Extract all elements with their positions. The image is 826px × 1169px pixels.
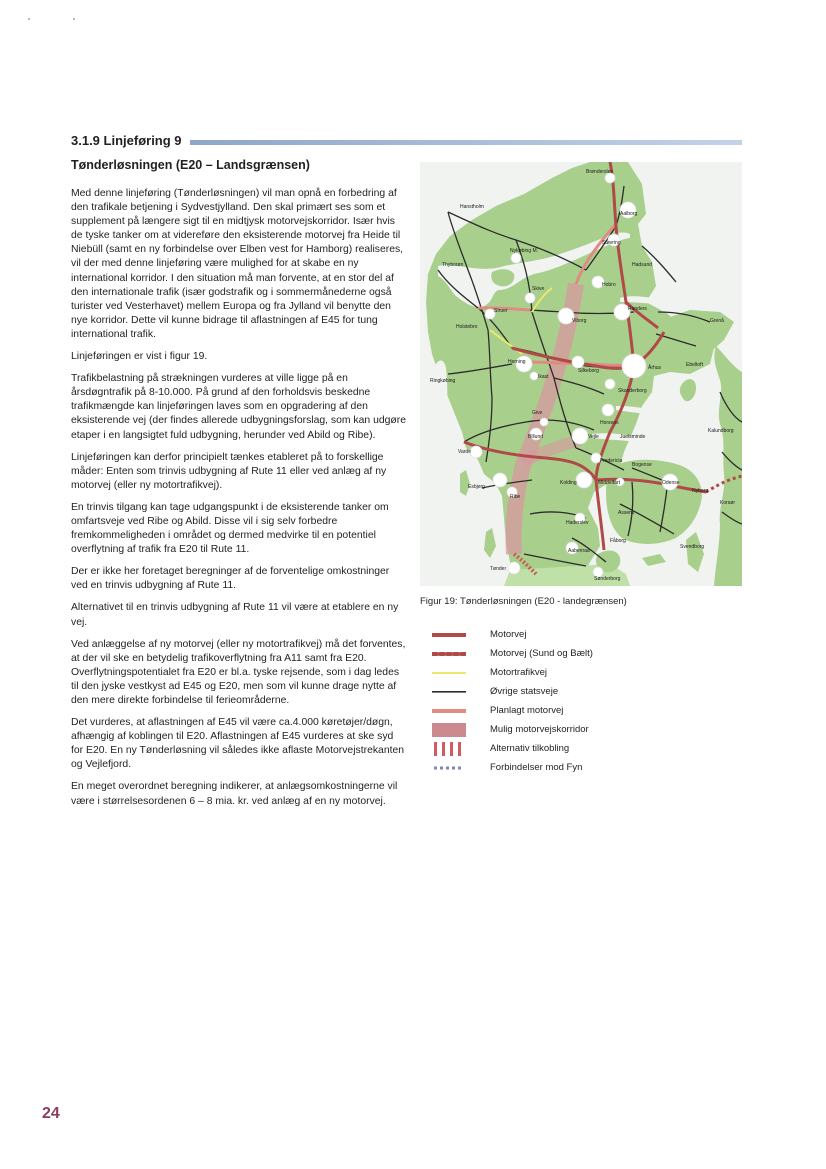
paragraph: Der er ikke her foretaget beregninger af de forventelige omkostninger ved en trinvis udbygning af Rute 11. (71, 566, 390, 592)
map-label: Esbjerg (468, 484, 485, 490)
map-label: Juelsminde (620, 434, 646, 440)
legend-label: Øvrige statsveje (490, 686, 559, 697)
map-label: Støvring (602, 240, 621, 246)
map-label: Nyborg (692, 488, 709, 494)
dotted-blue-line-icon (432, 761, 466, 775)
map-label: Aabenraa (568, 548, 590, 554)
paragraph: Linjeføringen kan derfor principielt tænkes etableret på to forskellige måder: Enten som trinvis udbygning af Rute 11 eller ved anlæg af ny motorvej (eller ny motortrafikvej). (71, 451, 387, 491)
map-label: Bogense (632, 462, 652, 468)
map-label: Brønderslev (586, 169, 613, 175)
map-label: Give (532, 410, 543, 416)
scan-speck (73, 18, 75, 20)
map-label: Thyborøn (442, 262, 464, 268)
map-label: Assens (618, 510, 635, 516)
body-text (71, 187, 407, 817)
legend-label: Planlagt motorvej (490, 705, 564, 716)
map-label: Fåborg (610, 538, 626, 544)
paragraph: Med denne linjeføring (Tønderløsningen) vil man opnå en forbedring af den trafikale betjening i Sydvestjylland. Den skal primært ses som et supplement på længere sigt til en midtjysk motorvejskorridor. Især hvis de tyske tanker om at videreføre den eksisterende motorvej fra Heide til Niebüll (samt en ny forbindelse over Elben vest for Hamborg) realiseres, vil der med denne linjeføring være mulighed for at skabe en ny international korridor. I den situation må man forvente, at en stor del af den internationale trafik (især godstrafik og i sommermånederne også turister ved Vesterhavet) mellem Europa og fra Jylland vil benytte den nye korridor. Dette vil kunne bidrage til aflastningen af E45 for tung international trafik. (71, 188, 404, 340)
legend-label: Motorvej (490, 629, 527, 640)
scan-speck (28, 18, 30, 20)
map-label: Billund (528, 434, 544, 440)
striped-connection-icon (432, 742, 466, 756)
map-label: Viborg (572, 318, 587, 324)
map-label: Odense (662, 480, 680, 486)
map-label: Randers (628, 306, 647, 312)
planned-motorway-line-icon (432, 704, 466, 718)
map-label: Korsør (720, 500, 735, 506)
legend-item (432, 758, 732, 777)
paragraph: Alternativet til en trinvis udbygning af Rute 11 vil være at etablere en ny vej. (71, 602, 399, 628)
paragraph: Linjeføringen er vist i figur 19. (71, 351, 208, 363)
heading-rule (190, 140, 742, 145)
legend-item (432, 701, 732, 720)
map-label: Ikast (538, 374, 549, 380)
map-label: Varde (458, 449, 471, 455)
map-label: Holstebro (456, 324, 478, 330)
legend-item (432, 720, 732, 739)
map-label: Svendborg (680, 544, 705, 550)
legend-label: Alternativ tilkobling (490, 743, 570, 754)
map-label: Struer (494, 308, 508, 314)
figure-caption: Figur 19: Tønderløsningen (E20 - landegrænsen) (420, 596, 627, 607)
paragraph: Ved anlæggelse af ny motorvej (eller ny motortrafikvej) må det forventes, at der vil ske en betydelig trafikoverflytning fra A11 samt fra E20. Overflytningspotentialet fra E20 er bl.a. tyske rejsende, som i dag ledes til den jyske vestkyst ad E45 og E20, men som vil kunne drage nytte af den mere direkte forbindelse til ferieområderne. (71, 638, 406, 706)
legend-item (432, 739, 732, 758)
map-label: Århus (648, 365, 662, 371)
section-heading: 3.1.9 Linjeføring 9 (71, 133, 182, 148)
legend-item (432, 625, 732, 644)
expressway-line-icon (432, 666, 466, 680)
paragraph: Det vurderes, at aflastningen af E45 vil være ca.4.000 køretøjer/døgn, afhængig af koblingen til E20. Aflastningen af E45 vurderes at ske syd for E20. En ny Tønderløsning vil således ikke aflaste Motorvejstrekanten og Vejlefjord. (71, 717, 405, 771)
map-label: Hobro (602, 282, 616, 288)
map-label: Grenå (710, 318, 724, 324)
map-label: Ringkøbing (430, 378, 456, 384)
legend-label: Motortrafikvej (490, 667, 548, 678)
map-label: Hanstholm (460, 204, 484, 210)
map-label: Kalundborg (708, 428, 734, 434)
motorway-line-icon (432, 628, 466, 642)
map-label: Tønder (490, 566, 507, 572)
map-legend (432, 625, 732, 777)
map-label: Silkeborg (578, 368, 599, 374)
sub-heading: Tønderløsningen (E20 – Landsgrænsen) (71, 158, 310, 172)
page-number: 24 (42, 1105, 60, 1122)
map-label: Fredericia (600, 458, 623, 464)
dotted-motorway-line-icon (432, 647, 466, 661)
legend-label: Forbindelser mod Fyn (490, 762, 583, 773)
legend-item (432, 663, 732, 682)
road-map (420, 162, 742, 586)
legend-label: Mulig motorvejskorridor (490, 724, 589, 735)
map-label: Middelfart (598, 480, 620, 486)
legend-item (432, 682, 732, 701)
map-label: Vejle (588, 434, 599, 440)
map-label: Horsens (600, 420, 619, 426)
legend-item (432, 644, 732, 663)
map-label: Aalborg (620, 211, 638, 217)
map-label: Skanderborg (618, 388, 647, 394)
map-label: Ribe (510, 494, 521, 500)
paragraph: En meget overordnet beregning indikerer, at anlægsomkostningerne vil være i størrelsesordenen 6 – 8 mia. kr. ved anlæg af en ny motorvej. (71, 781, 398, 807)
map-label: Skive (532, 286, 545, 292)
state-road-line-icon (432, 685, 466, 699)
corridor-block-icon (432, 723, 466, 737)
map-label: Haderslev (566, 520, 589, 526)
map-label: Sønderborg (594, 576, 621, 582)
paragraph: Trafikbelastning på strækningen vurderes at ville ligge på en årsdøgntrafik på 8-10.000. På grund af den forholdsvis beskedne trafikmængde kan linjeføringen laves som en opgradering af den eksisterende vej (der findes allerede udbygningsforslag, som kan udgøre etaper i en langsigtet fuld udbygning, herunder ved Abild og Ribe). (71, 373, 406, 441)
map-label: Ebeltoft (686, 362, 703, 368)
legend-label: Motorvej (Sund og Bælt) (490, 648, 593, 659)
map-label: Hadsund (632, 262, 653, 268)
map-label: Herning (508, 359, 526, 365)
map-label: Nykøbing M. (510, 248, 539, 254)
map-label: Kolding (560, 480, 577, 486)
paragraph: En trinvis tilgang kan tage udgangspunkt i de eksisterende tanker om omfartsveje ved Ribe og Abild. Disse vil i sig selv forbedre fremkommeligheden i området og dermed medvirke til en potentiel overflytning af trafik fra E20 til Rute 11. (71, 501, 389, 556)
